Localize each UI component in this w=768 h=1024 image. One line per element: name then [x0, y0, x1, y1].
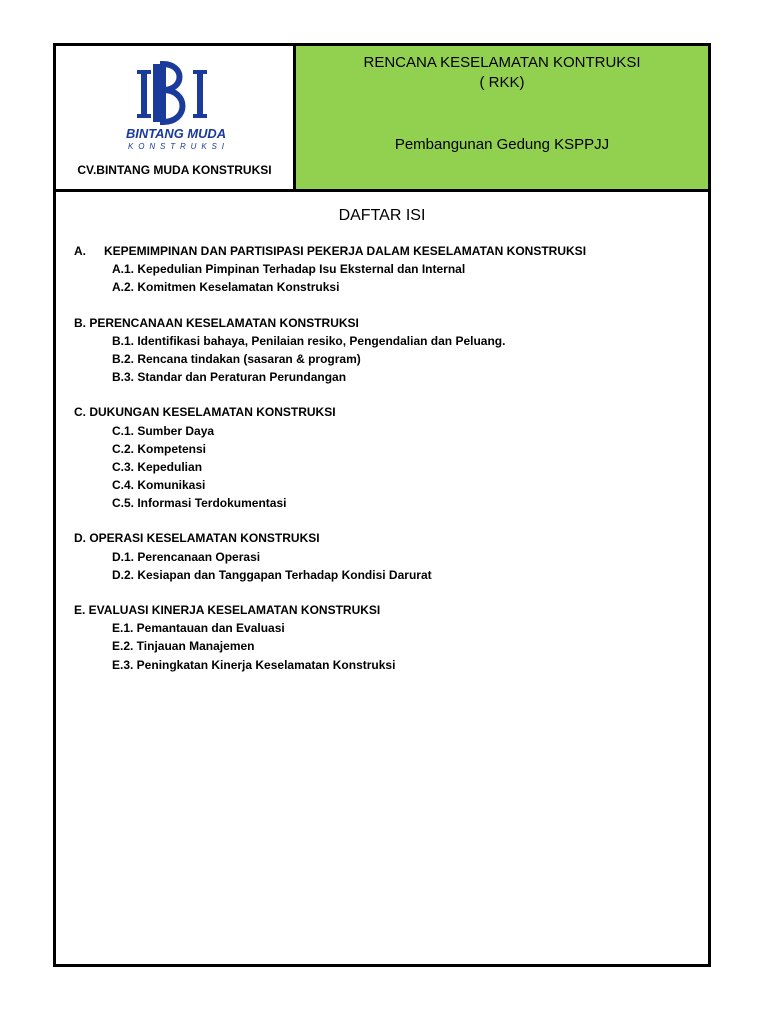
toc-title: DAFTAR ISI: [338, 207, 426, 224]
company-logo: [101, 56, 251, 156]
logo-box: [56, 46, 296, 189]
logo-text-sub: KONSTRUKSI: [128, 142, 224, 151]
title-box: [296, 46, 708, 189]
toc-section-heading: [74, 242, 698, 260]
toc-item: D.2. Kesiapan dan Tanggapan Terhadap Kondisi Darurat: [112, 567, 432, 582]
toc-item: C.1. Sumber Daya: [112, 423, 215, 438]
toc-section-letter: A.: [74, 244, 86, 258]
toc-section: [74, 403, 698, 512]
toc-item: E.1. Pemantauan dan Evaluasi: [112, 621, 285, 636]
document-title-abbrev: ( RKK): [479, 74, 525, 91]
toc-section-title: E. EVALUASI KINERJA KESELAMATAN KONSTRUKSI: [74, 603, 381, 617]
toc-item: B.1. Identifikasi bahaya, Penilaian resiko, Pengendalian dan Peluang.: [112, 333, 506, 348]
toc-item: E.2. Tinjauan Manajemen: [112, 639, 255, 654]
toc-item: C.4. Komunikasi: [112, 478, 206, 493]
toc-section-heading: [74, 529, 698, 547]
toc-section: [74, 314, 698, 387]
toc-item: A.2. Komitmen Keselamatan Konstruksi: [112, 280, 340, 295]
logo-emblem-icon: [137, 64, 207, 122]
document-content: [56, 192, 708, 964]
document-frame: [53, 43, 711, 967]
toc-item: A.1. Kepedulian Pimpinan Terhadap Isu Eksternal dan Internal: [112, 262, 466, 277]
document-header: [56, 46, 708, 192]
toc-item: C.2. Kompetensi: [112, 441, 207, 456]
toc-section: [74, 529, 698, 584]
toc-item: D.1. Perencanaan Operasi: [112, 549, 261, 564]
toc-item: B.3. Standar dan Peraturan Perundangan: [112, 370, 347, 385]
toc-section: [74, 601, 698, 674]
logo-text-main: BINTANG MUDA: [126, 126, 226, 141]
toc-item: B.2. Rencana tindakan (sasaran & program): [112, 351, 361, 366]
toc-item: C.3. Kepedulian: [112, 459, 203, 474]
toc-section-title: D. OPERASI KESELAMATAN KONSTRUKSI: [74, 531, 320, 546]
toc-section-title: C. DUKUNGAN KESELAMATAN KONSTRUKSI: [74, 405, 336, 420]
toc-item: E.3. Peningkatan Kinerja Keselamatan Konstruksi: [112, 657, 396, 672]
toc-section: [74, 242, 698, 297]
toc-item: C.5. Informasi Terdokumentasi: [112, 496, 287, 511]
toc-section-heading: [74, 403, 698, 421]
project-name: Pembangunan Gedung KSPPJJ: [394, 136, 610, 153]
toc-section-heading: [74, 601, 698, 619]
table-of-contents: [74, 242, 698, 691]
document-title: RENCANA KESELAMATAN KONTRUKSI: [363, 54, 641, 71]
toc-section-title: B. PERENCANAAN KESELAMATAN KONSTRUKSI: [74, 315, 359, 330]
toc-section-title: KEPEMIMPINAN DAN PARTISIPASI PEKERJA DALAM KESELAMATAN KONSTRUKSI: [104, 244, 587, 258]
toc-section-heading: [74, 314, 698, 332]
company-name: CV.BINTANG MUDA KONSTRUKSI: [77, 163, 272, 177]
